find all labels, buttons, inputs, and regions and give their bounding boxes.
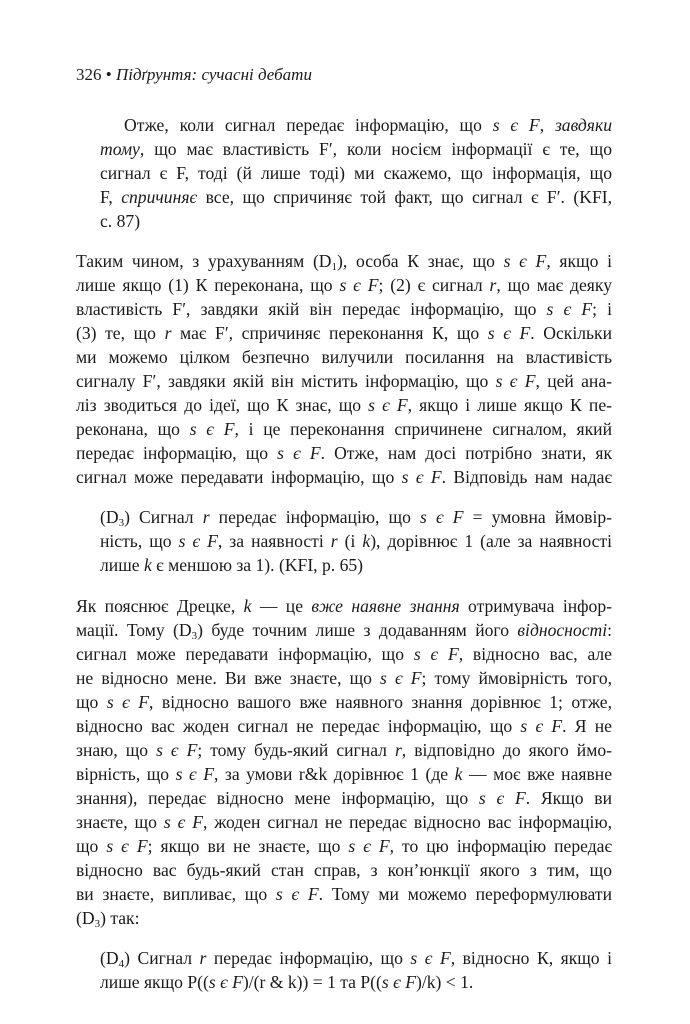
text-run: ), особа К знає, що <box>337 251 504 271</box>
italic-text: s є F <box>106 692 150 712</box>
text-run: . Отже, нам досі потрібно знати, як <box>320 443 612 463</box>
text-run: отримувача інфор- <box>459 596 612 616</box>
text-run: Таким чином, з урахуванням (D <box>76 251 332 271</box>
quote-line <box>100 137 612 161</box>
text-run: передає інформацію, що <box>206 948 411 968</box>
text-run: : <box>607 620 612 640</box>
text-run: передає інформацію, що <box>209 507 420 527</box>
paragraph-line <box>76 321 612 345</box>
text-run: (D <box>76 908 95 928</box>
text-run: (і <box>337 531 363 551</box>
paragraph-line <box>76 297 612 321</box>
italic-text: r <box>164 323 172 343</box>
text-run: — це <box>251 596 312 616</box>
paragraph-line <box>76 465 612 489</box>
text-run: знаєте, що <box>76 812 164 832</box>
text-run: , за наявності <box>217 531 331 551</box>
text-run: , відносно вашого вже наявного знання дорівнює 1; отже, <box>149 692 612 712</box>
text-run: (D <box>100 948 119 968</box>
text-run: F, <box>100 187 122 207</box>
paragraph-line <box>76 369 612 393</box>
text-run: . Я не <box>562 716 612 736</box>
italic-text: s є F <box>487 323 531 343</box>
quote-line <box>100 209 140 233</box>
paragraph-line <box>76 642 612 666</box>
text-run: )/(r & k)) = 1 та P(( <box>242 972 382 992</box>
italic-text: s є F <box>401 467 442 487</box>
italic-text: тому <box>100 139 140 159</box>
text-run: мації. Тому (D <box>76 620 192 640</box>
text-run: Як пояснює Дрецке, <box>76 596 244 616</box>
text-run: ; і <box>592 299 612 319</box>
italic-text: s є F <box>381 972 416 992</box>
text-run: лише якщо (1) К переконана, що <box>76 275 340 295</box>
paragraph-line <box>76 594 612 618</box>
text-run: . Оскільки <box>530 323 612 343</box>
text-run: с. 87) <box>100 211 141 231</box>
italic-text: s є F <box>163 812 203 832</box>
text-run: ми можемо цілком безпечно вилучили посилання на властивість <box>76 347 612 367</box>
text-run: , якщо і <box>546 251 612 271</box>
italic-text: k <box>143 555 152 575</box>
text-run: ) буде точним лише з додаванням його <box>197 620 518 640</box>
text-run: знаю, що <box>76 740 157 760</box>
quote-line <box>100 161 612 185</box>
text-run: . Відповідь нам надає <box>441 467 612 487</box>
subscript: 1 <box>331 261 338 273</box>
text-run: є меншою за 1). (KFI, p. 65) <box>151 555 364 575</box>
italic-text: s є F <box>478 788 526 808</box>
text-run: , відповідно до якого ймо- <box>401 740 612 760</box>
text-run: сигнал може передавати інформацію, що <box>76 644 414 664</box>
text-run: лише <box>100 555 144 575</box>
italic-text: r <box>489 275 497 295</box>
italic-text: s є F <box>178 531 218 551</box>
italic-text: s є F <box>546 299 593 319</box>
paragraph-line <box>76 690 612 714</box>
text-run: . Тому ми можемо переформулювати <box>318 884 612 904</box>
text-run: реконана, що <box>76 419 190 439</box>
italic-text: s є F <box>156 740 198 760</box>
italic-text: s є F <box>495 371 536 391</box>
running-title: Підґрунтя: сучасні дебати <box>115 65 312 84</box>
paragraph-line <box>76 441 612 465</box>
text-run: сигналу F′, завдяки якій він містить інформацію, що <box>76 371 496 391</box>
subscript: 3 <box>191 630 198 642</box>
text-run: (3) те, що <box>76 323 165 343</box>
subscript: 4 <box>118 958 125 970</box>
text-run: , відносно вас, але <box>458 644 612 664</box>
italic-text: s є F <box>348 836 390 856</box>
paragraph-line <box>76 834 612 858</box>
text-run: ) так: <box>100 908 140 928</box>
definition-line <box>100 505 612 529</box>
text-run: )/k) < 1. <box>415 972 474 992</box>
text-run: ; тому будь-який сигнал <box>197 740 395 760</box>
italic-text: s є F <box>208 972 243 992</box>
text-run: , відносно К, якщо і <box>450 948 612 968</box>
italic-text: r <box>202 507 210 527</box>
italic-text: відносності <box>517 620 608 640</box>
text-run: сигнал може передавати інформацію, що <box>76 467 402 487</box>
running-header <box>76 64 312 86</box>
text-run: відносно вас жоден сигнал не передає інформацію, що <box>76 716 521 736</box>
text-run: ви знаєте, випливає, що <box>76 884 276 904</box>
text-run: , якщо і лише якщо К пе- <box>407 395 612 415</box>
paragraph-line <box>76 345 612 369</box>
italic-text: спричиняє <box>121 187 198 207</box>
quote-line <box>100 185 612 209</box>
text-run: , що має деяку <box>496 275 612 295</box>
italic-text: r <box>199 948 207 968</box>
definition-line <box>100 529 612 553</box>
text-run: . Якщо ви <box>525 788 612 808</box>
text-run: що <box>76 692 107 712</box>
italic-text: k <box>243 596 252 616</box>
definition-line <box>100 946 612 970</box>
italic-text: s є F <box>503 251 547 271</box>
italic-text: s є F <box>413 644 459 664</box>
italic-text: r <box>394 740 402 760</box>
text-run: (D <box>100 507 119 527</box>
italic-text: s є F <box>275 884 319 904</box>
text-run: вірність, що <box>76 764 176 784</box>
paragraph-line <box>76 666 612 690</box>
text-run: передає інформацію, що <box>76 443 278 463</box>
paragraph-line <box>76 786 612 810</box>
paragraph-line <box>76 393 612 417</box>
italic-text: s є F <box>520 716 563 736</box>
text-run: ліз зводиться до ідеї, що К знає, що <box>76 395 369 415</box>
text-run: ність, що <box>100 531 179 551</box>
italic-text: s є F <box>492 115 540 135</box>
text-run: ; якщо ви не знаєте, що <box>147 836 349 856</box>
italic-text: s є F <box>368 395 408 415</box>
text-run: сигнал є F, тоді (й лише тоді) ми скажемо, що інформація, що <box>100 163 612 183</box>
text-run: ; тому ймовірність того, <box>421 668 612 688</box>
italic-text: s є F <box>189 419 235 439</box>
italic-text: k <box>362 531 371 551</box>
text-run: , і це переконання спричинене сигналом, який <box>234 419 612 439</box>
paragraph-line <box>76 249 612 273</box>
text-run: знання), передає відносно мене інформацію, що <box>76 788 479 808</box>
text-run: = умовна ймовір- <box>463 507 612 527</box>
paragraph-line <box>76 858 612 882</box>
italic-text: s є F <box>175 764 214 784</box>
paragraph-line <box>76 714 612 738</box>
paragraph-line <box>76 273 612 297</box>
text-run: — моє вже наявне <box>462 764 612 784</box>
italic-text: r <box>330 531 338 551</box>
italic-text: завдяки <box>554 115 612 135</box>
paragraph-line <box>76 618 612 642</box>
text-run: , що має властивість F′, коли носієм інформації є те, що <box>139 139 612 159</box>
paragraph-line <box>76 738 612 762</box>
text-run: що <box>76 836 107 856</box>
italic-text: s є F <box>380 668 422 688</box>
italic-text: вже наявне знання <box>311 596 460 616</box>
text-run: , жоден сигнал не передає відносно вас інформацію, <box>202 812 612 832</box>
subscript: 3 <box>94 918 101 930</box>
header-separator: • <box>105 65 112 84</box>
paragraph-line <box>76 882 612 906</box>
text-run: все, що спричиняє той факт, що сигнал є F′. (KFI, <box>197 187 612 207</box>
text-run: ) Сигнал <box>124 948 200 968</box>
paragraph-line <box>76 810 612 834</box>
italic-text: s є F <box>277 443 321 463</box>
text-run: , то цю інформацію передає <box>389 836 612 856</box>
text-run: , <box>539 115 555 135</box>
definition-line <box>100 970 473 994</box>
text-run: , цей ана- <box>535 371 612 391</box>
italic-text: s є F <box>339 275 379 295</box>
text-run: має F′, спричиняє переконання К, що <box>171 323 488 343</box>
text-run: відносно вас будь-який стан справ, з кон’юнкції якого з тим, що <box>76 860 612 880</box>
subscript: 3 <box>118 517 125 529</box>
paragraph-line <box>76 906 139 930</box>
text-run: не відносно мене. Ви вже знаєте, що <box>76 668 381 688</box>
text-run: ), дорівнює 1 (але за наявності <box>370 531 612 551</box>
quote-line <box>124 113 612 137</box>
text-run: властивість F′, завдяки якій він передає інформацію, що <box>76 299 547 319</box>
paragraph-line <box>76 417 612 441</box>
definition-line <box>100 553 363 577</box>
page-number: 326 <box>76 65 102 84</box>
italic-text: s є F <box>420 507 464 527</box>
text-run: ; (2) є сигнал <box>378 275 490 295</box>
text-run: ) Сигнал <box>124 507 203 527</box>
italic-text: s є F <box>106 836 148 856</box>
text-run: , за умови r&k дорівнює 1 (де <box>213 764 455 784</box>
text-run: лише якщо P(( <box>100 972 209 992</box>
text-run: Отже, коли сигнал передає інформацію, що <box>124 115 493 135</box>
italic-text: k <box>454 764 463 784</box>
paragraph-line <box>76 762 612 786</box>
italic-text: s є F <box>410 948 451 968</box>
